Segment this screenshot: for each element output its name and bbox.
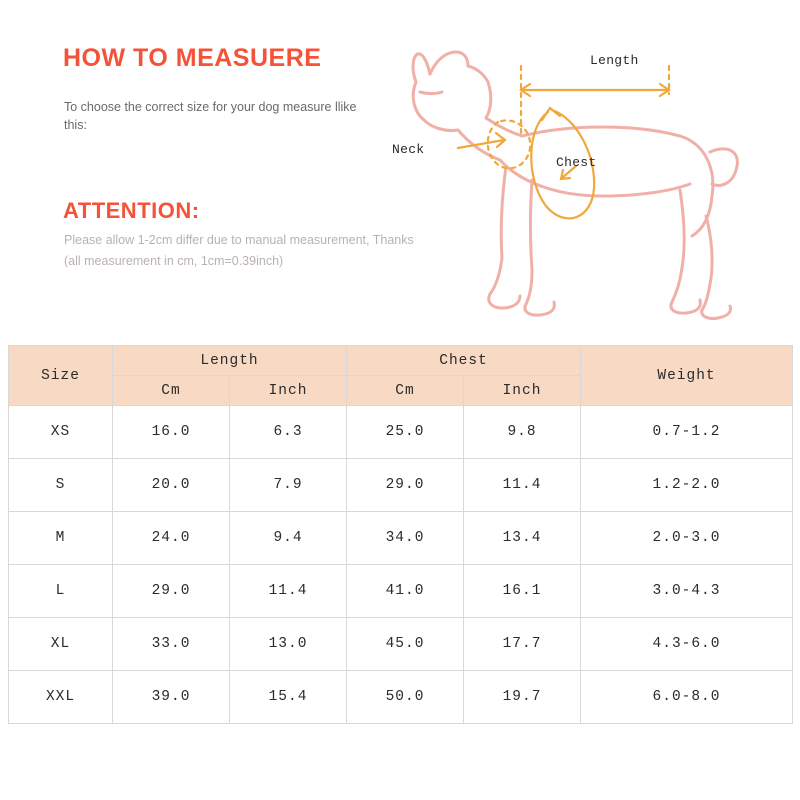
table-body <box>9 406 793 724</box>
cell-length-inch: 13.0 <box>230 618 347 671</box>
header-chest-cm: Cm <box>347 376 464 406</box>
cell-size: XS <box>9 406 113 459</box>
cell-chest-inch: 9.8 <box>464 406 581 459</box>
table-row <box>9 459 793 512</box>
table-header <box>9 346 793 406</box>
diagram-label-chest: Chest <box>556 155 597 170</box>
size-table <box>8 345 793 724</box>
cell-weight-kg: 3.0-4.3 <box>581 565 793 618</box>
cell-length-inch: 11.4 <box>230 565 347 618</box>
table-row <box>9 512 793 565</box>
cell-length-cm: 29.0 <box>113 565 230 618</box>
header-chest-inch: Inch <box>464 376 581 406</box>
cell-length-cm: 16.0 <box>113 406 230 459</box>
header-size: Size <box>9 346 113 406</box>
cell-chest-inch: 13.4 <box>464 512 581 565</box>
cell-chest-cm: 29.0 <box>347 459 464 512</box>
cell-length-cm: 39.0 <box>113 671 230 724</box>
cell-size: XXL <box>9 671 113 724</box>
cell-chest-cm: 50.0 <box>347 671 464 724</box>
cell-chest-cm: 34.0 <box>347 512 464 565</box>
cell-length-inch: 9.4 <box>230 512 347 565</box>
cell-length-cm: 33.0 <box>113 618 230 671</box>
header-length-cm: Cm <box>113 376 230 406</box>
cell-length-inch: 6.3 <box>230 406 347 459</box>
diagram-label-neck: Neck <box>392 142 425 157</box>
page-title: HOW TO MEASUERE <box>63 44 322 72</box>
table-header-row-main <box>9 346 793 376</box>
cell-chest-cm: 41.0 <box>347 565 464 618</box>
table-row <box>9 565 793 618</box>
attention-title: ATTENTION: <box>63 198 200 223</box>
instruction-text: To choose the correct size for your dog measure llike this: <box>64 100 357 132</box>
cell-length-inch: 7.9 <box>230 459 347 512</box>
cell-weight-kg: 6.0-8.0 <box>581 671 793 724</box>
cell-length-cm: 20.0 <box>113 459 230 512</box>
cell-chest-inch: 11.4 <box>464 459 581 512</box>
cell-size: L <box>9 565 113 618</box>
cell-chest-inch: 16.1 <box>464 565 581 618</box>
diagram-label-length: Length <box>590 53 639 68</box>
cell-weight-kg: 2.0-3.0 <box>581 512 793 565</box>
cell-size: M <box>9 512 113 565</box>
header-length: Length <box>113 346 347 376</box>
cell-size: S <box>9 459 113 512</box>
cell-length-inch: 15.4 <box>230 671 347 724</box>
measurement-instructions <box>0 0 800 340</box>
cell-weight-kg: 4.3-6.0 <box>581 618 793 671</box>
cell-chest-inch: 19.7 <box>464 671 581 724</box>
table-row <box>9 671 793 724</box>
header-weight: Weight <box>581 346 793 406</box>
header-length-inch: Inch <box>230 376 347 406</box>
cell-chest-cm: 45.0 <box>347 618 464 671</box>
header-chest: Chest <box>347 346 581 376</box>
table-row <box>9 618 793 671</box>
dog-measurement-diagram <box>380 20 800 335</box>
size-table-container <box>8 345 792 724</box>
cell-size: XL <box>9 618 113 671</box>
attention-text: Please allow 1-2cm differ due to manual measurement, Thanks (all measurement in cm, 1cm=0.39inch) <box>64 233 414 268</box>
cell-chest-cm: 25.0 <box>347 406 464 459</box>
table-row <box>9 406 793 459</box>
cell-weight-kg: 1.2-2.0 <box>581 459 793 512</box>
cell-length-cm: 24.0 <box>113 512 230 565</box>
cell-weight-kg: 0.7-1.2 <box>581 406 793 459</box>
cell-chest-inch: 17.7 <box>464 618 581 671</box>
